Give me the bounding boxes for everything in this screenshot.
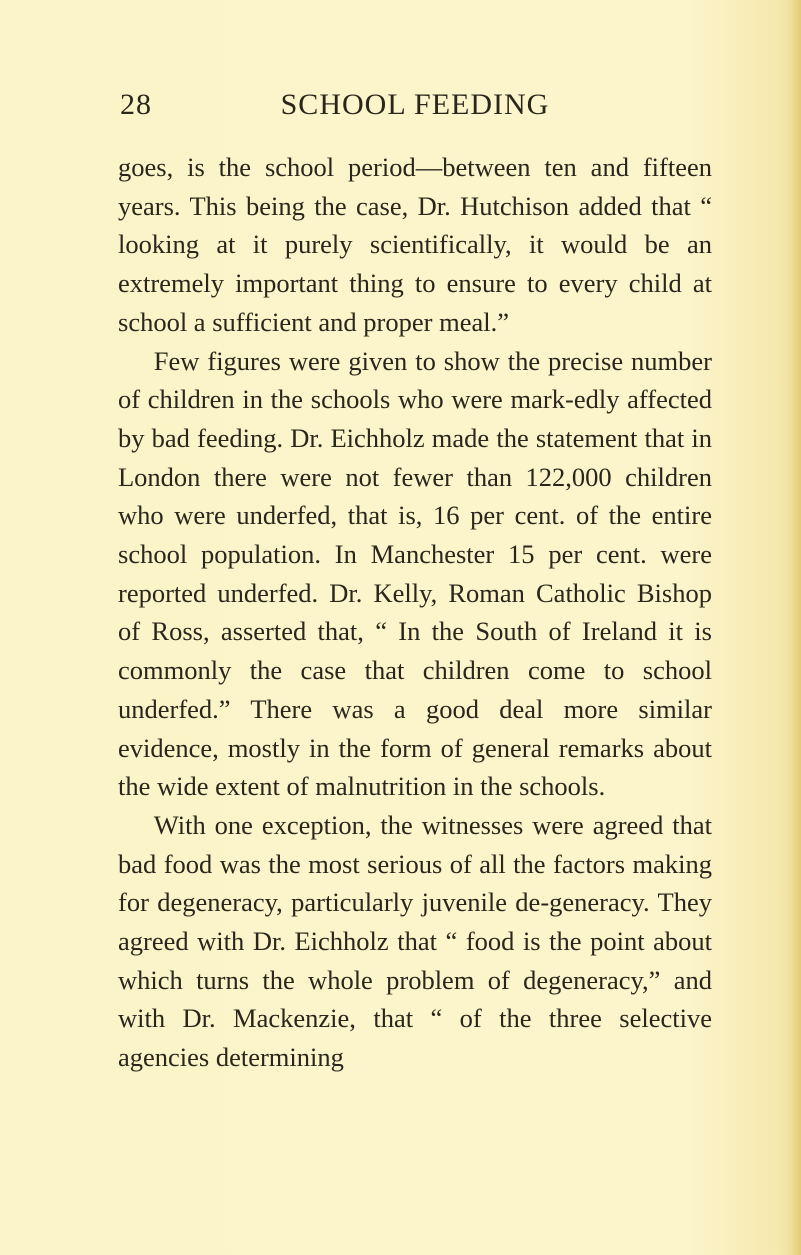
paragraph: With one exception, the witnesses were agreed that bad food was the most serious of all the factors making for degeneracy, particularly juvenile de-generacy. They agreed with Dr. Eichholz that “ food is the point about which turns the whole problem of degeneracy,” and with Dr. Mackenzie, that “ of the three selective agencies determining [118,809,712,1073]
page-edge-shadow [791,0,801,1255]
page-header [120,88,710,128]
paragraph: Few figures were given to show the precise number of children in the schools who were mark-edly affected by bad feeding. Dr. Eichholz made the statement that in London there were not fewer than 122,000 children who were underfed, that is, 16 per cent. of the entire school population. In Manchester 15 per cent. were reported underfed. Dr. Kelly, Roman Catholic Bishop of Ross, asserted that, “ In the South of Ireland it is commonly the case that children come to school underfed.” There was a good deal more similar evidence, mostly in the form of general remarks about the wide extent of malnutrition in the schools. [118,345,712,802]
running-head: SCHOOL FEEDING [280,88,550,121]
paragraph-continued: goes, is the school period—between ten and fifteen years. This being the case, Dr. Hutchison added that “ looking at it purely scientifically, it would be an extremely important thing to ensure to every child at school a sufficient and proper meal.” [118,152,712,337]
body-text [118,148,712,1077]
page-number: 28 [120,88,152,121]
